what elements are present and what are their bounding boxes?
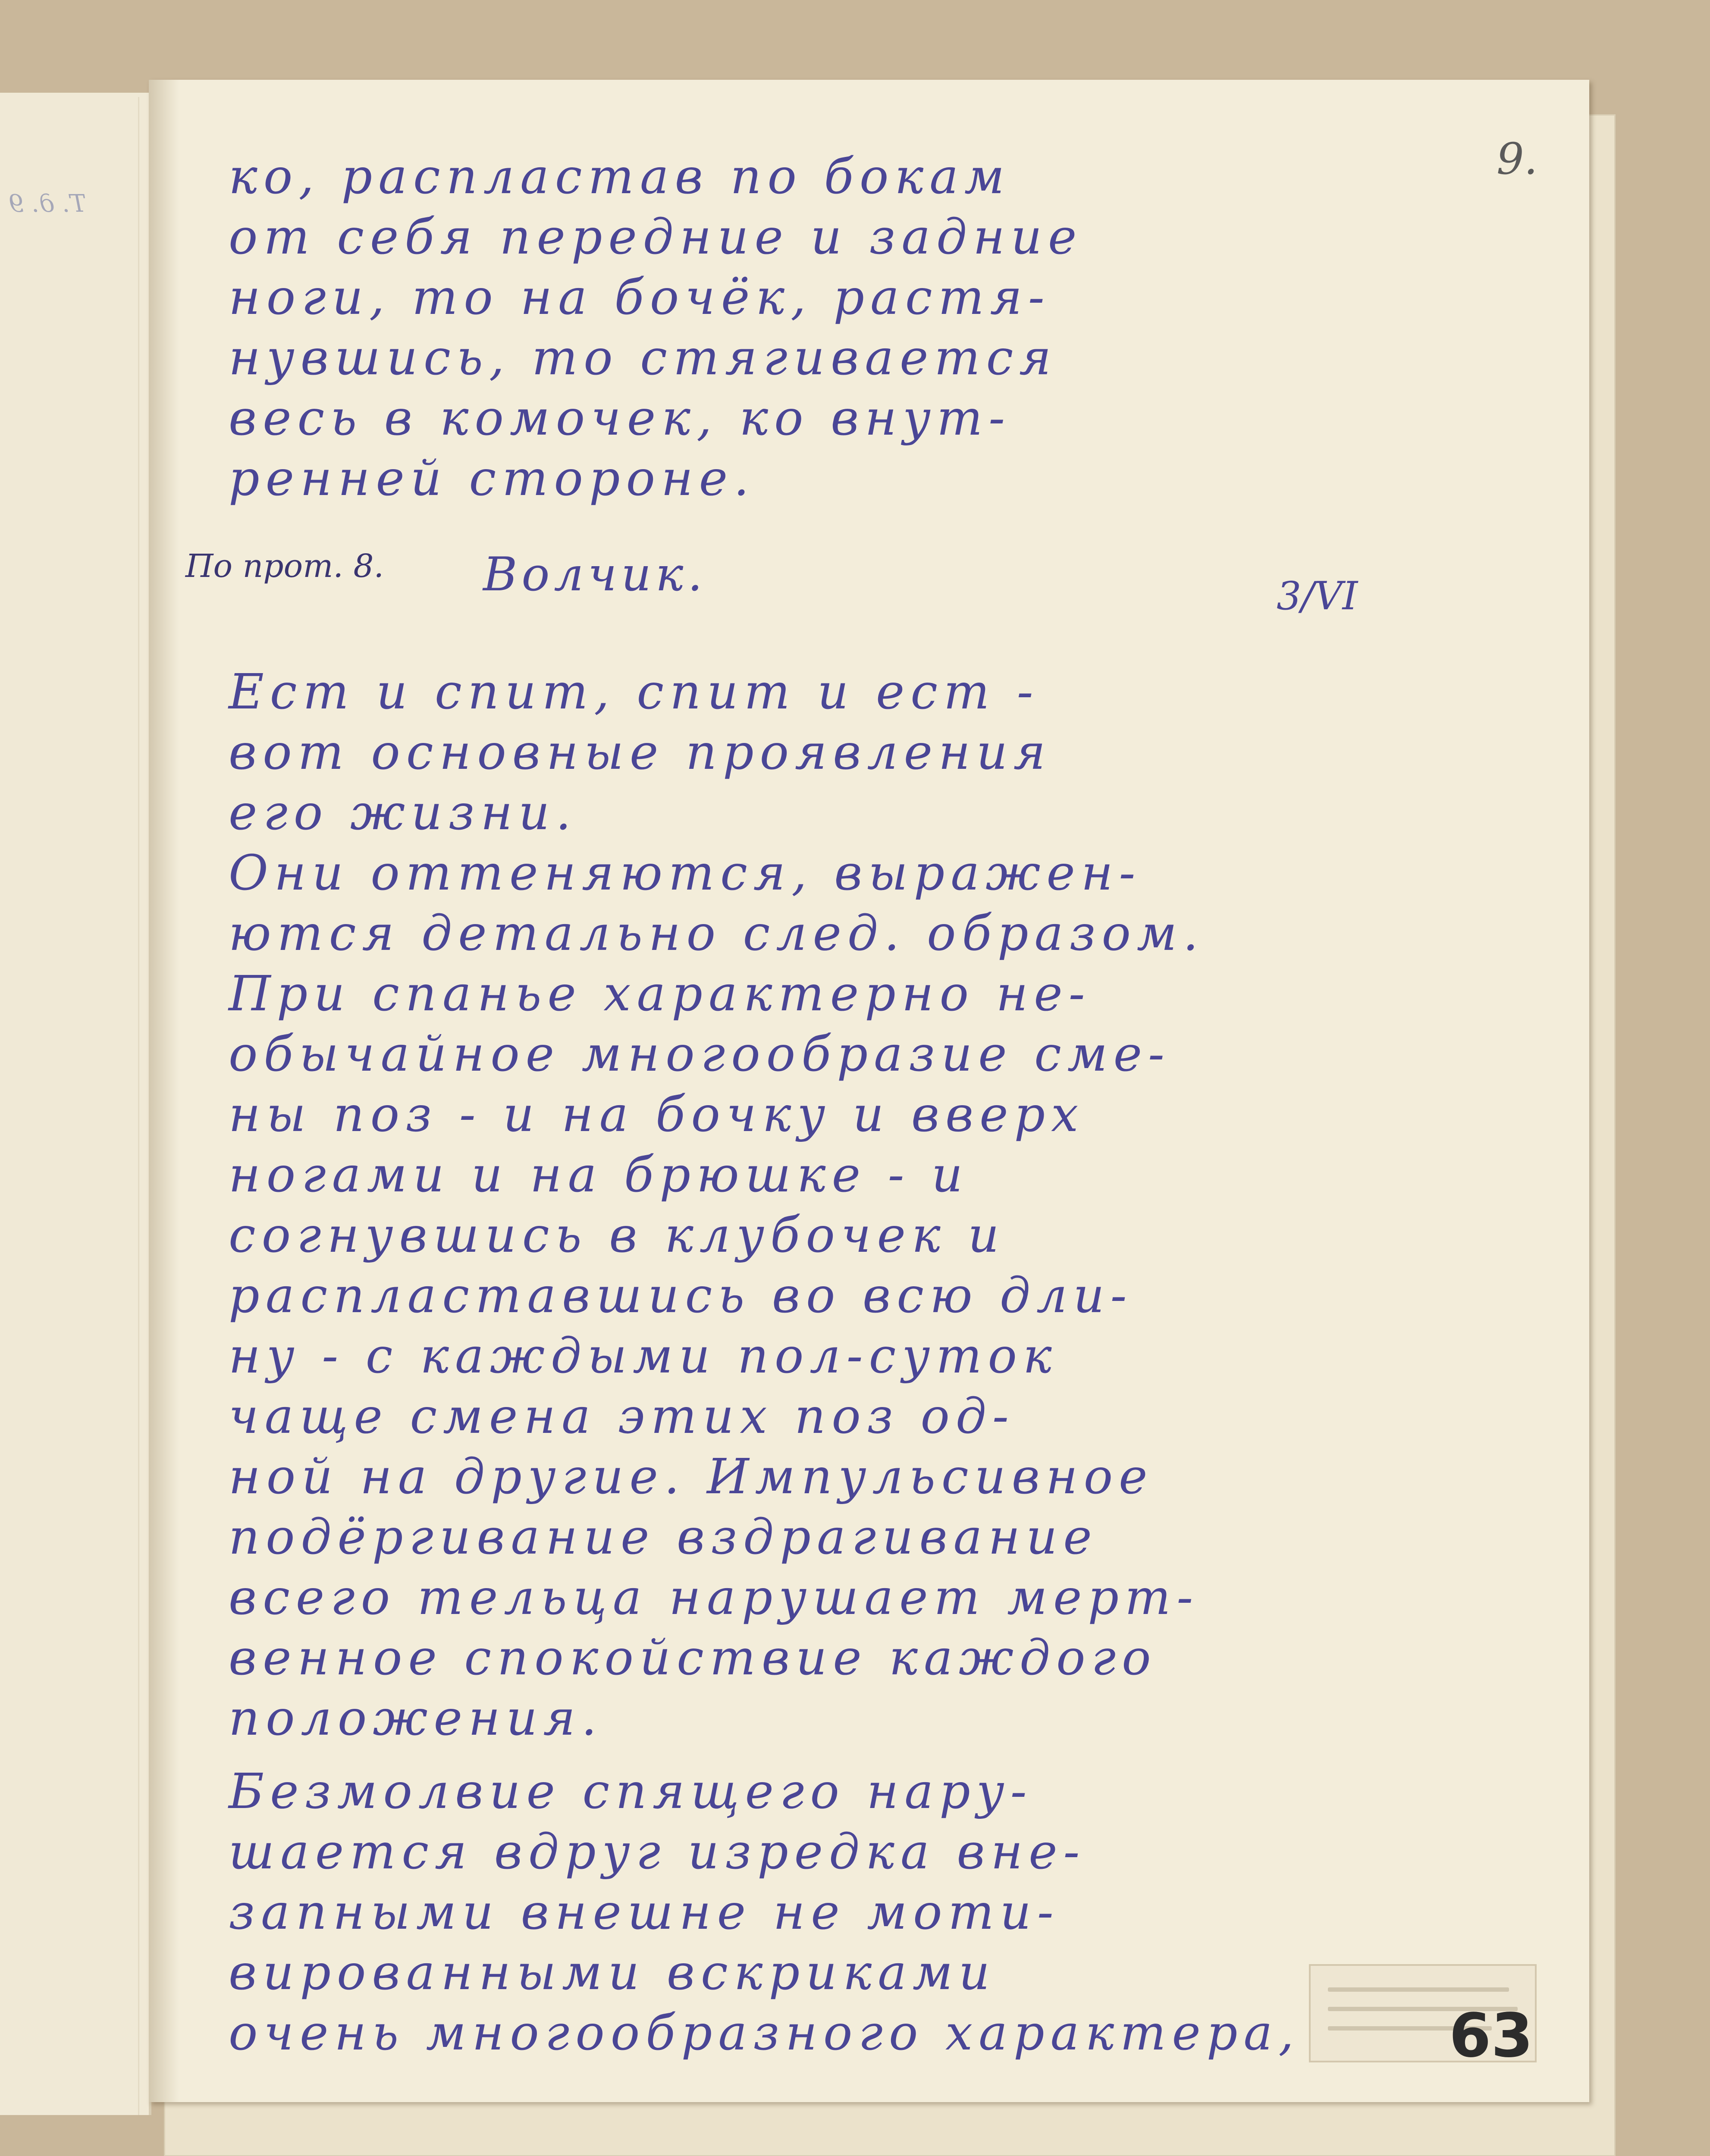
text-line: вированными вскриками (229, 1945, 996, 2001)
text-line: венное спокойствие каждого (229, 1630, 1157, 1686)
text-line: шается вдруг изредка вне- (229, 1824, 1086, 1880)
text-line: При спанье характерно не- (229, 966, 1091, 1022)
section-title: Волчик. (483, 548, 707, 602)
text-line: Ест и спит, спит и ест - (229, 664, 1039, 720)
date-note: 3/VI (1277, 573, 1358, 619)
text-line: распластавшись во всю дли- (229, 1268, 1133, 1324)
text-line: ны поз - и на бочку и вверх (229, 1087, 1085, 1143)
text-line: запными внешне не моти- (229, 1884, 1060, 1940)
text-line: ренней стороне. (229, 451, 755, 507)
text-line: ногами и на брюшке - и (229, 1147, 969, 1203)
bleed-through-mark: Т. д. 9 (9, 190, 86, 218)
text-line: нувшись, то стягивается (229, 330, 1057, 386)
folio-number: 63 (1449, 2001, 1533, 2071)
text-line: всего тельца нарушает мерт- (229, 1570, 1199, 1626)
text-line: Безмолвие спящего нару- (229, 1764, 1033, 1820)
page-number: 9. (1497, 134, 1538, 184)
text-line: ются детально след. образом. (229, 906, 1205, 962)
text-line: весь в комочек, ко внут- (229, 390, 1011, 446)
text-line: ной на другие. Импульсивное (229, 1449, 1154, 1505)
text-line: очень многообразного характера, (229, 2005, 1300, 2061)
text-line: согнувшись в клубочек и (229, 1207, 1005, 1263)
text-line: Они оттеняются, выражен- (229, 845, 1142, 901)
text-line: обычайное многообразие сме- (229, 1026, 1170, 1082)
text-line: вот основные проявления (229, 724, 1052, 780)
text-line: ко, распластав по бокам (229, 149, 1010, 205)
text-line: положения. (229, 1690, 603, 1746)
stamp-line (1328, 1987, 1509, 1992)
text-line: чаще смена этих поз од- (229, 1388, 1015, 1445)
text-line: ноги, то на бочёк, растя- (229, 270, 1051, 326)
margin-note: По прот. 8. (185, 548, 384, 585)
page-gutter-shadow (149, 80, 179, 2102)
text-line: подёргивание вздрагивание (229, 1509, 1098, 1565)
text-line: ну - с каждыми пол-суток (229, 1328, 1058, 1384)
text-line: его жизни. (229, 785, 577, 841)
left-page-edge (0, 97, 139, 2115)
text-line: от себя передние и задние (229, 209, 1083, 265)
handwritten-text (229, 65, 1307, 2061)
